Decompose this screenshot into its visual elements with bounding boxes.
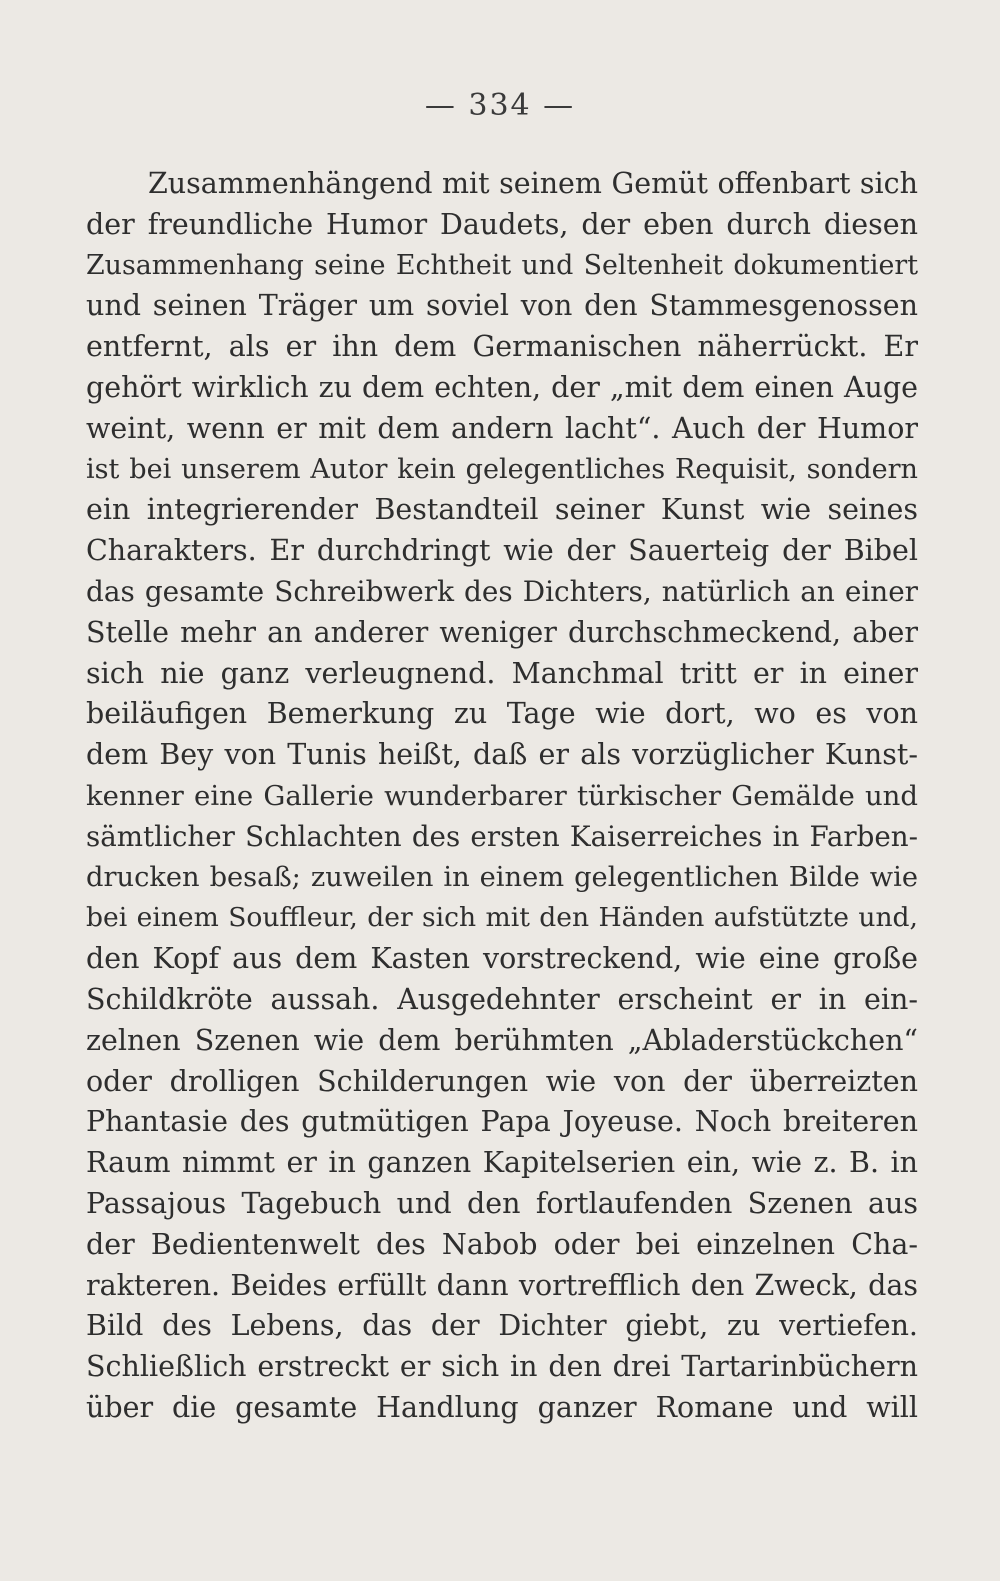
body-text [86,164,918,1429]
text-line: ist bei unserem Autor kein gelegentliches Requisit, sondern [86,453,918,485]
text-line: Zusammenhang seine Echtheit und Seltenheit dokumentiert [86,249,918,281]
text-line: Stelle mehr an anderer weniger durchschmeckend, aber [86,615,918,649]
text-line: zelnen Szenen wie dem berühmten „Abladerstückchen“ [86,1023,918,1057]
text-line: rakteren. Beides erfüllt dann vortrefflich den Zweck, das [86,1268,918,1302]
text-line: Schließlich erstreckt er sich in den drei Tartarinbüchern [86,1350,918,1384]
text-line: und seinen Träger um soviel von den Stammesgenossen [86,289,918,323]
text-line: das gesamte Schreibwerk des Dichters, natürlich an einer [86,574,918,608]
text-line: bei einem Souffleur, der sich mit den Händen aufstützte und, [86,902,918,934]
text-line: Charakters. Er durchdringt wie der Sauerteig der Bibel [86,534,918,568]
text-line: entfernt, als er ihn dem Germanischen näherrückt. Er [86,330,918,364]
text-line: beiläufigen Bemerkung zu Tage wie dort, wo es von [86,697,918,731]
text-line: der freundliche Humor Daudets, der eben durch diesen [86,207,918,241]
text-line: über die gesamte Handlung ganzer Romane und will [86,1390,918,1424]
text-line: oder drolligen Schilderungen wie von der überreizten [86,1064,918,1098]
text-line: Passajous Tagebuch und den fortlaufenden Szenen aus [86,1186,918,1220]
text-line: Bild des Lebens, das der Dichter giebt, zu vertiefen. [86,1309,918,1343]
text-line: sich nie ganz verleugnend. Manchmal tritt er in einer [86,656,918,690]
text-line: drucken besaß; zuweilen in einem gelegentlichen Bilde wie [86,861,918,893]
text-line: den Kopf aus dem Kasten vorstreckend, wie eine große [86,942,918,976]
text-line: ein integrierender Bestandteil seiner Kunst wie seines [86,493,918,527]
text-line: der Bedientenwelt des Nabob oder bei einzelnen Cha- [86,1227,918,1261]
text-line: gehört wirklich zu dem echten, der „mit dem einen Auge [86,370,918,404]
text-line: dem Bey von Tunis heißt, daß er als vorzüglicher Kunst- [86,738,918,772]
page-number: — 334 — [424,88,576,123]
text-line: sämtlicher Schlachten des ersten Kaiserreiches in Farben- [86,819,918,853]
text-line: Schildkröte aussah. Ausgedehnter erscheint er in ein- [86,982,918,1016]
text-line: weint, wenn er mit dem andern lacht“. Auch der Humor [86,411,918,445]
text-line: Raum nimmt er in ganzen Kapitelserien ein, wie z. B. in [86,1146,918,1180]
text-line: Zusammenhängend mit seinem Gemüt offenbart sich [148,167,918,200]
text-line: kenner eine Gallerie wunderbarer türkischer Gemälde und [86,779,918,812]
text-line: Phantasie des gutmütigen Papa Joyeuse. Noch breiteren [86,1105,918,1139]
